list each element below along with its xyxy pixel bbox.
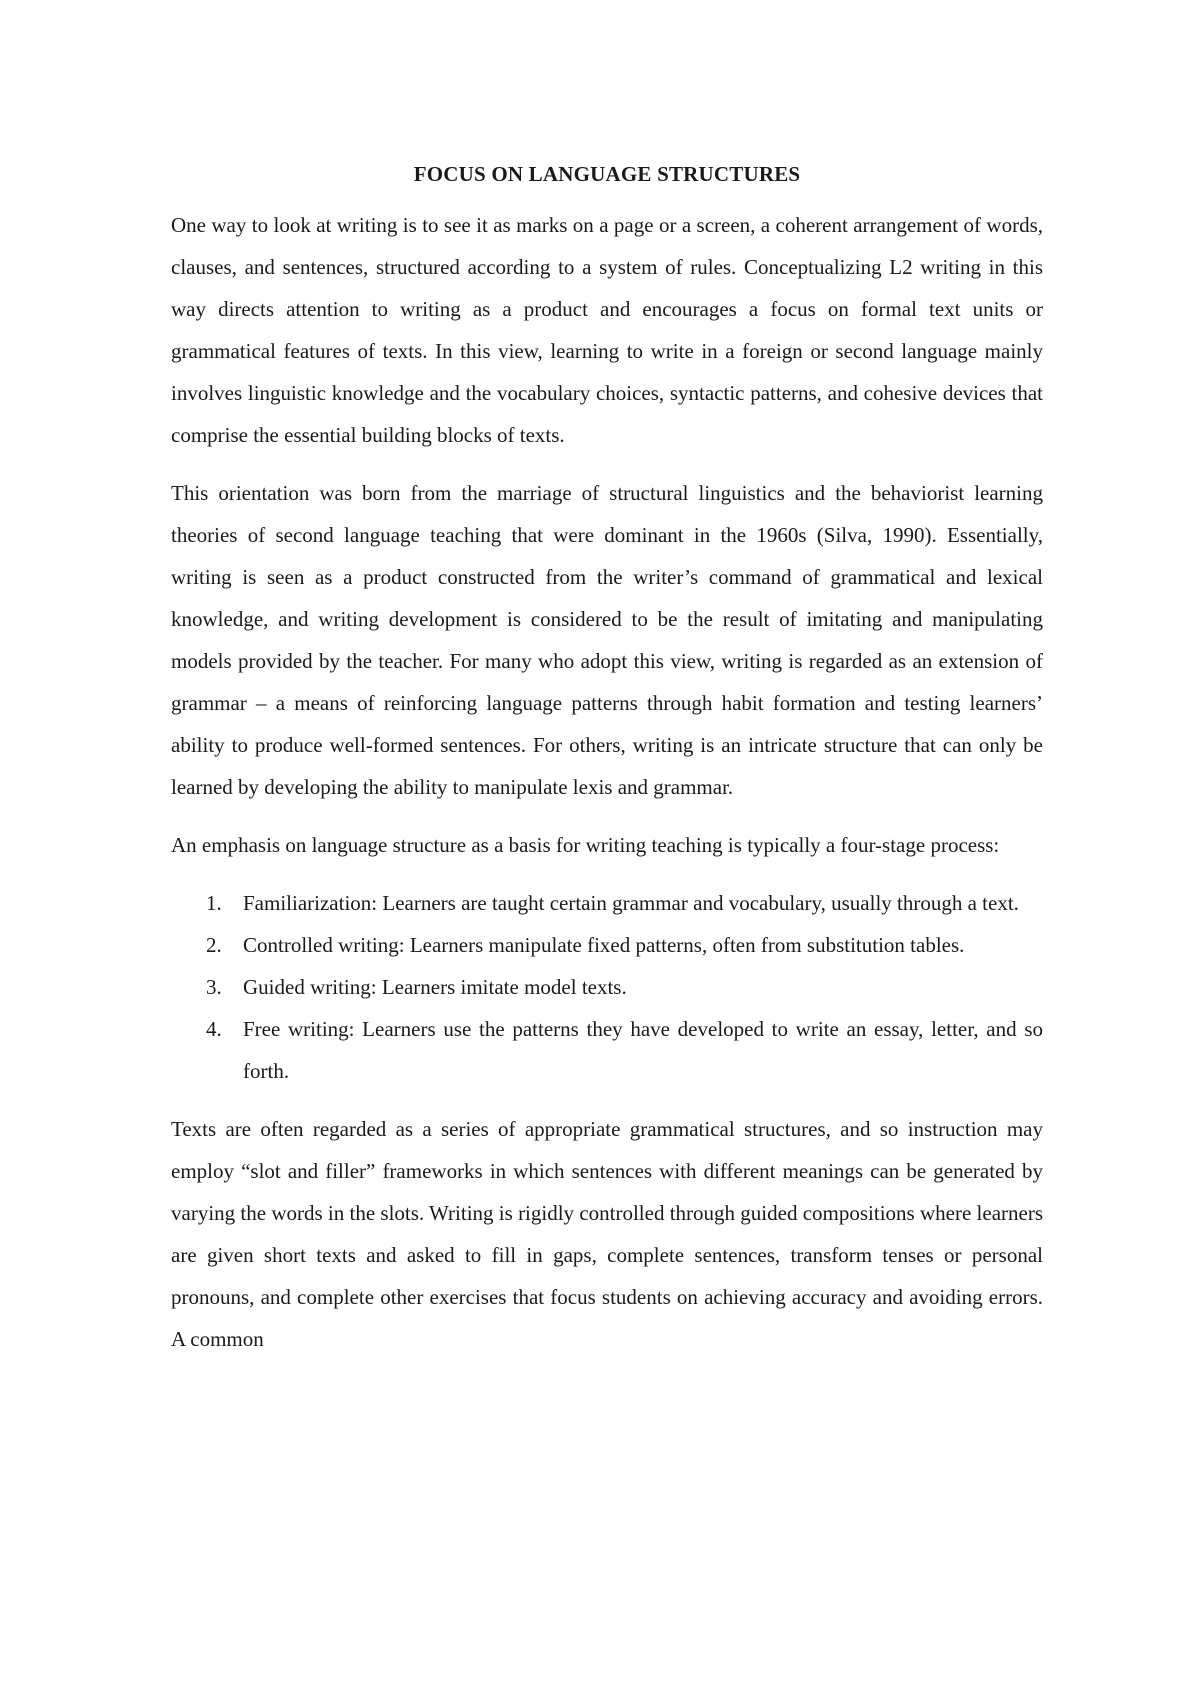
list-item [171,966,1043,1008]
paragraph-4: Texts are often regarded as a series of appropriate grammatical structures, and so instruction may employ “slot and filler” frameworks in which sentences with different meanings can be generated by varying the words in the slots. Writing is rigidly controlled through guided compositions where learners are given short texts and asked to fill in gaps, complete sentences, transform tenses or personal pronouns, and complete other exercises that focus students on achieving accuracy and avoiding errors. A common [171,1117,1043,1351]
list-item-number: 3. [206,975,222,999]
document-body [171,153,1043,1376]
list-item [171,882,1043,924]
paragraph-3: An emphasis on language structure as a basis for writing teaching is typically a four-stage process: [171,833,1000,857]
list-item-text: Controlled writing: Learners manipulate fixed patterns, often from substitution tables. [243,933,965,957]
list-item [171,924,1043,966]
list-item [171,1008,1043,1092]
list-item-text: Familiarization: Learners are taught certain grammar and vocabulary, usually through a text. [243,891,1019,915]
list-item-text: Guided writing: Learners imitate model texts. [243,975,627,999]
document-title: FOCUS ON LANGUAGE STRUCTURES [413,162,801,186]
list-item-number: 2. [206,933,222,957]
list-item-number: 4. [206,1017,222,1041]
stage-list [171,882,1043,1092]
list-item-text: Free writing: Learners use the patterns they have developed to write an essay, letter, and so forth. [243,1017,1043,1083]
list-item-number: 1. [206,891,222,915]
paragraph-2: This orientation was born from the marriage of structural linguistics and the behaviorist learning theories of second language teaching that were dominant in the 1960s (Silva, 1990). Essentially, writing is seen as a product constructed from the writer’s command of grammatical and lexical knowledge, and writing development is considered to be the result of imitating and manipulating models provided by the teacher. For many who adopt this view, writing is regarded as an extension of grammar – a means of reinforcing language patterns through habit formation and testing learners’ ability to produce well-formed sentences. For others, writing is an intricate structure that can only be learned by developing the ability to manipulate lexis and grammar. [171,481,1043,799]
paragraph-1: One way to look at writing is to see it as marks on a page or a screen, a coherent arrangement of words, clauses, and sentences, structured according to a system of rules. Conceptualizing L2 writing in this way directs attention to writing as a product and encourages a focus on formal text units or grammatical features of texts. In this view, learning to write in a foreign or second language mainly involves linguistic knowledge and the vocabulary choices, syntactic patterns, and cohesive devices that comprise the essential building blocks of texts. [171,213,1043,447]
